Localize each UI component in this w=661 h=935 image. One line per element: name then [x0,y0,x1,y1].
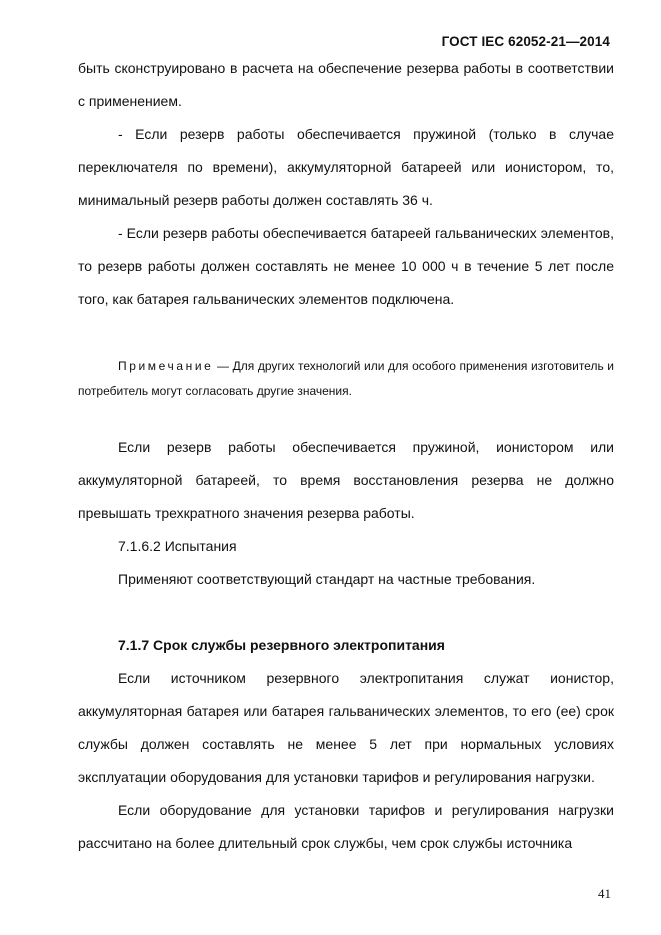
subsection-tests-title: 7.1.6.2 Испытания [118,538,237,554]
page-number: 41 [598,886,611,901]
page-body [78,52,614,860]
paragraph-service-life: Если источником резервного электропитания служат ионистор, аккумуляторная батарея или батарея гальванических элементов, то его (ее) срок службы должен составлять не менее 5 лет при нормальных условиях эксплуатации оборудования для установки тарифов и регулирования нагрузки. [78,670,614,785]
paragraph-continuation: быть сконструировано в расчета на обеспечение резерва работы в соответствии с применением. [78,60,614,109]
section-heading: 7.1.7 Срок службы резервного электропитания [118,637,445,653]
paragraph-apply-standard: Применяют соответствующий стандарт на частные требования. [118,571,536,587]
note-label: Примечание [118,359,214,373]
paragraph-spring-reserve: - Если резерв работы обеспечивается пружиной (только в случае переключателя по времени), аккумуляторной батареей или ионистором, то, минимальный резерв работы должен составлять 36 ч. [78,126,614,208]
paragraph-galvanic-reserve: - Если резерв работы обеспечивается батареей гальванических элементов, то резерв работы должен составлять не менее 10 000 ч в течение 5 лет после того, как батарея гальванических элементов подключена. [78,225,614,307]
paragraph-recovery-time: Если резерв работы обеспечивается пружиной, ионистором или аккумуляторной батареей, то время восстановления резерва не должно превышать трехкратного значения резерва работы. [78,439,614,521]
note-text: — Для других технологий или для особого применения изготовитель и потребитель могут согласовать другие значения. [78,359,614,398]
note-paragraph [78,354,614,404]
paragraph-longer-service: Если оборудование для установки тарифов и регулирования нагрузки рассчитано на более длительный срок службы, чем срок службы источника [78,802,614,851]
document-code-header: ГОСТ IEC 62052-21—2014 [441,34,610,49]
